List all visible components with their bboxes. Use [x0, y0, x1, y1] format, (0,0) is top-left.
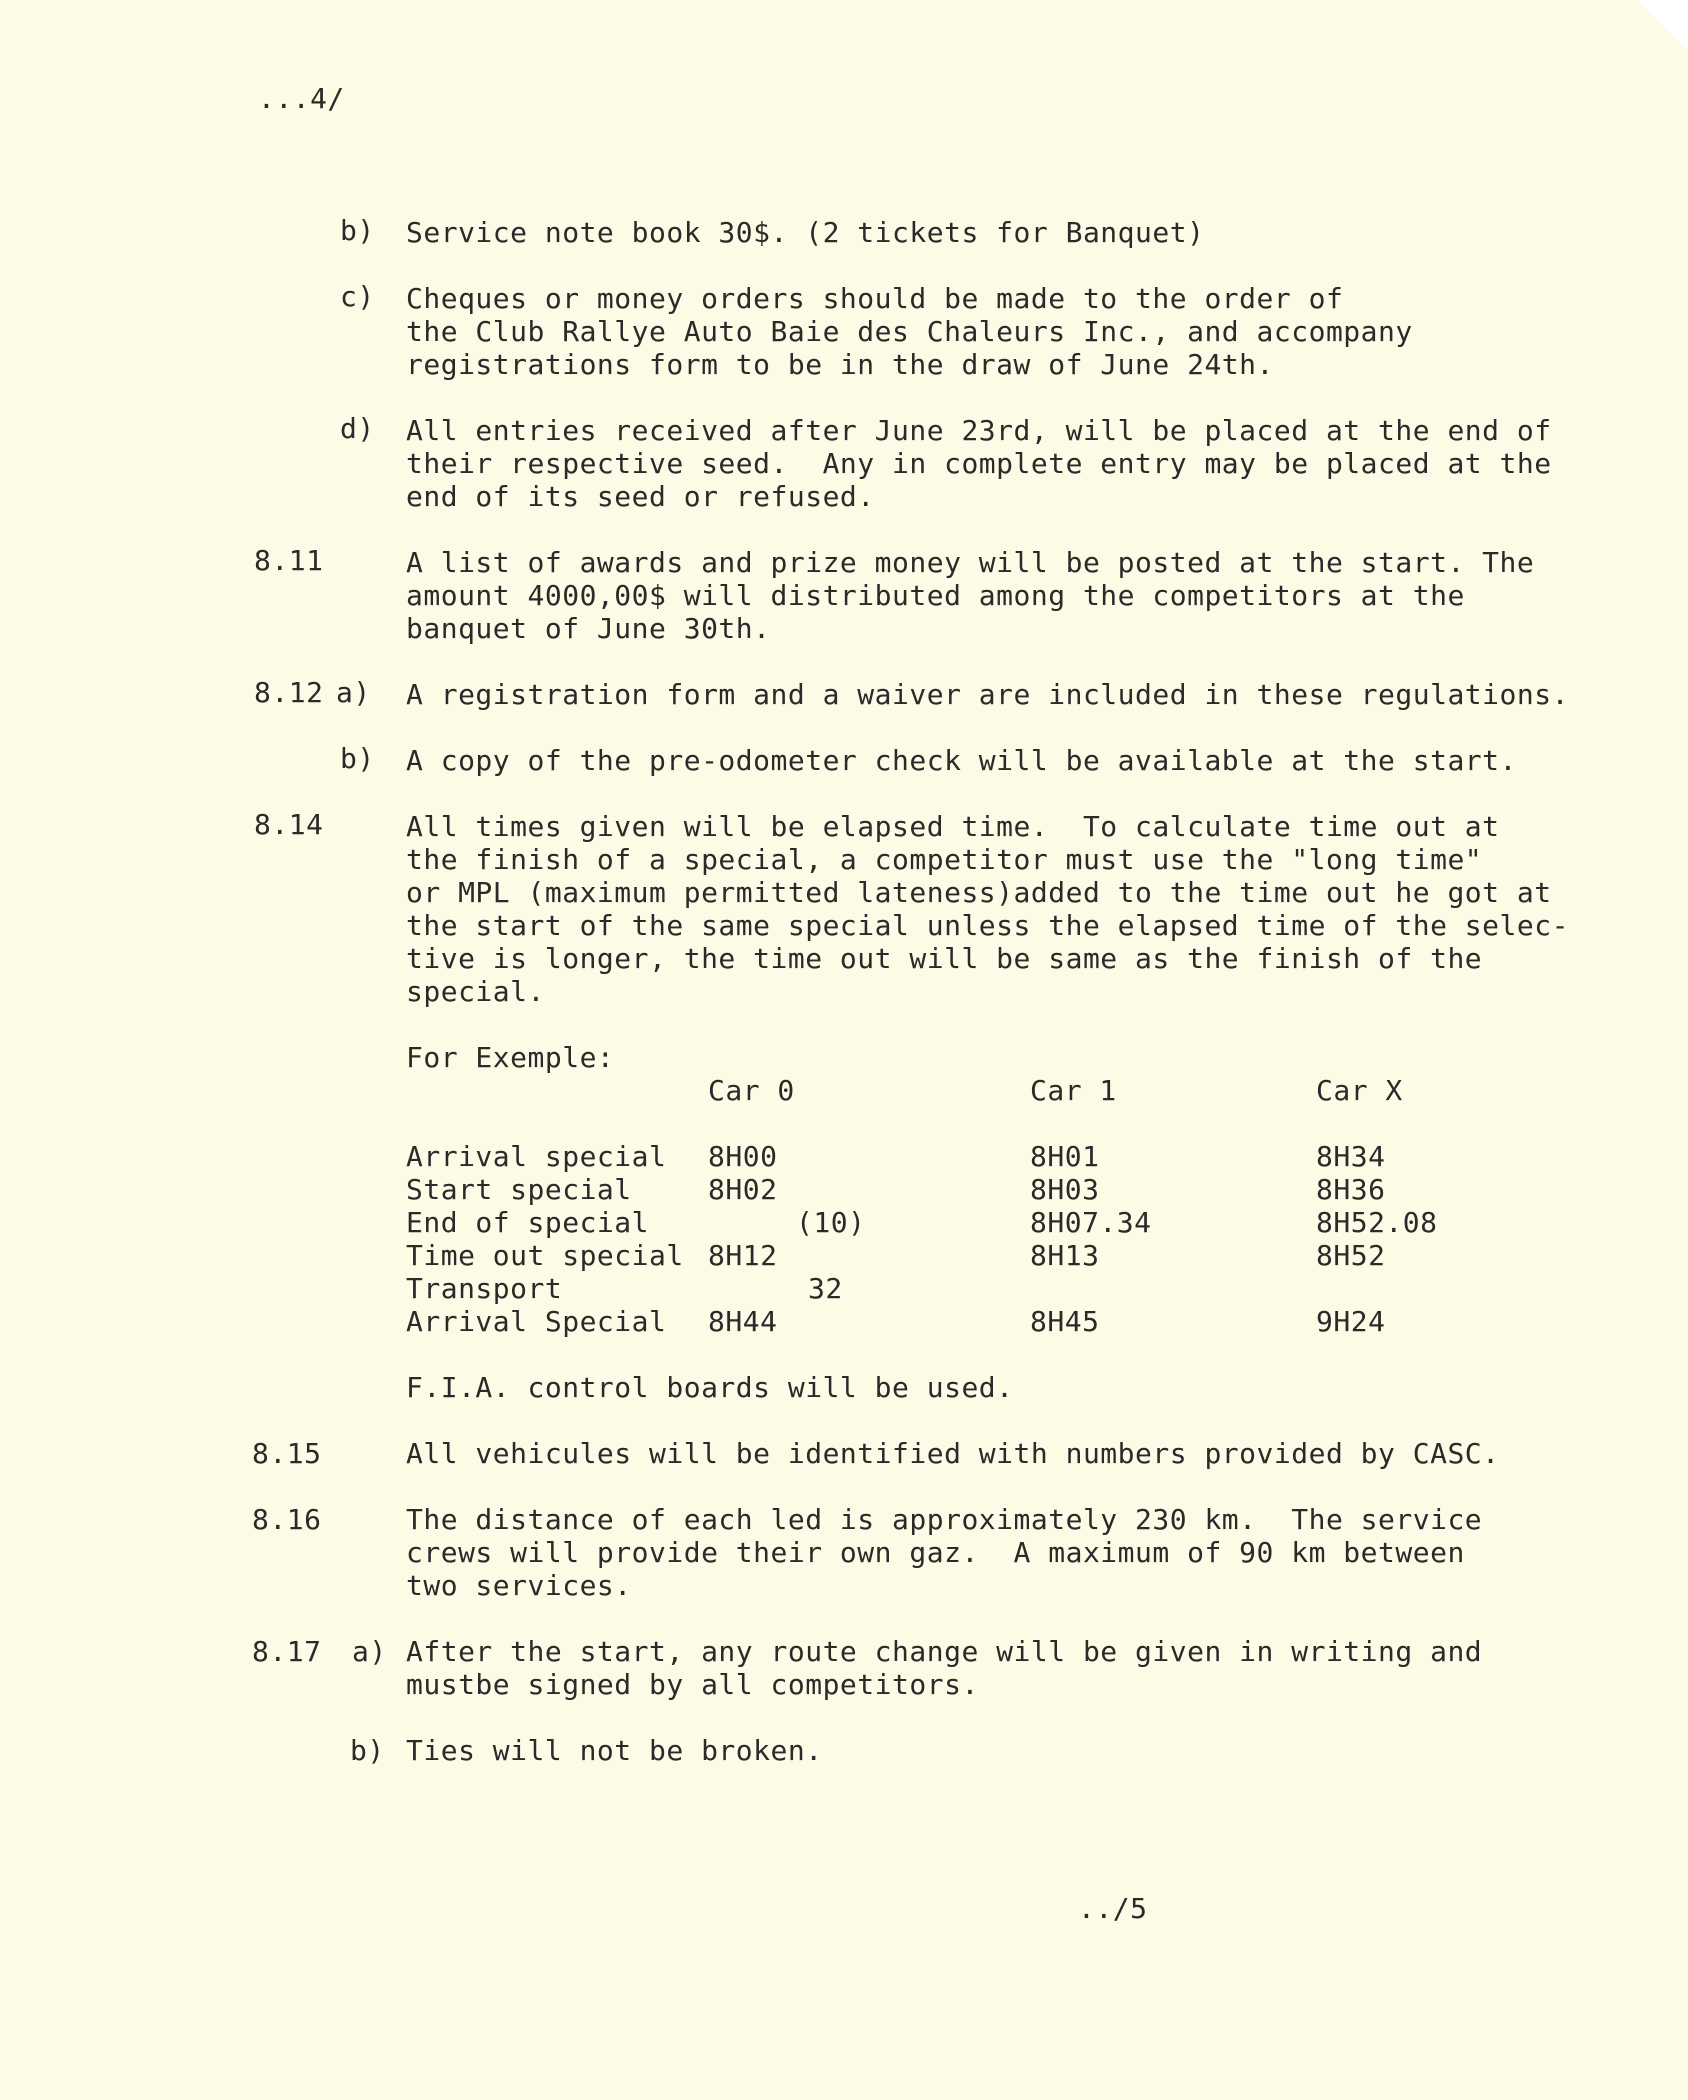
section-8-12-a-line-1: A registration form and a waiver are included in these regulations. [406, 678, 1569, 711]
item-c-line-2: the Club Rallye Auto Baie des Chaleurs Inc., and accompany [406, 315, 1413, 348]
example-cell-car-x: 8H34 [1316, 1140, 1386, 1173]
page-reference: ...4/ [258, 82, 345, 115]
section-8-16-line-2: crews will provide their own gaz. A maximum of 90 km between [406, 1536, 1465, 1569]
example-cell-car-0: 8H44 [708, 1305, 778, 1338]
example-column-car-0: Car 0 [708, 1074, 795, 1107]
example-cell-car-0: 8H02 [708, 1173, 778, 1206]
example-cell-car-1: 8H13 [1030, 1239, 1100, 1272]
example-row-label: Transport [406, 1272, 563, 1305]
section-8-11-line-2: amount 4000,00$ will distributed among the competitors at the [406, 579, 1465, 612]
example-row-label: Arrival special [406, 1140, 667, 1173]
section-8-17-b-line-1: Ties will not be broken. [406, 1734, 823, 1767]
section-8-17-letter-b: b) [350, 1734, 385, 1767]
section-number-8-15: 8.15 [252, 1437, 322, 1470]
item-b-line-1: Service note book 30$. (2 tickets for Banquet) [406, 216, 1205, 249]
section-8-17-letter-a: a) [352, 1635, 387, 1668]
item-d-line-2: their respective seed. Any in complete entry may be placed at the [406, 447, 1552, 480]
section-8-14-line-5: tive is longer, the time out will be same as the finish of the [406, 942, 1483, 975]
example-row-label: Arrival Special [406, 1305, 667, 1338]
section-8-12-b-line-1: A copy of the pre-odometer check will be available at the start. [406, 744, 1517, 777]
example-column-car-x: Car X [1316, 1074, 1403, 1107]
next-page-reference: ../5 [1078, 1892, 1148, 1925]
section-8-14-line-6: special. [406, 975, 545, 1008]
example-cell-car-1: 8H07.34 [1030, 1206, 1152, 1239]
example-cell-car-1: 8H45 [1030, 1305, 1100, 1338]
section-number-8-11: 8.11 [254, 544, 324, 577]
example-cell-car-x: 8H52 [1316, 1239, 1386, 1272]
section-8-15-line-1: All vehicules will be identified with numbers provided by CASC. [406, 1437, 1500, 1470]
example-column-car-1: Car 1 [1030, 1074, 1117, 1107]
section-8-17-a-line-1: After the start, any route change will be given in writing and [406, 1635, 1483, 1668]
item-d-line-3: end of its seed or refused. [406, 480, 875, 513]
example-cell-car-x: 9H24 [1316, 1305, 1386, 1338]
section-8-14-line-3: or MPL (maximum permitted lateness)added to the time out he got at [406, 876, 1552, 909]
example-cell-car-1: 8H01 [1030, 1140, 1100, 1173]
section-8-12-letter-a: a) [336, 676, 371, 709]
example-row-label: Time out special [406, 1239, 684, 1272]
section-8-14-line-4: the start of the same special unless the elapsed time of the selec- [406, 909, 1569, 942]
section-number-8-16: 8.16 [252, 1503, 322, 1536]
example-row-label: End of special [406, 1206, 650, 1239]
example-cell-car-0: 8H12 [708, 1239, 778, 1272]
section-number-8-14: 8.14 [254, 808, 324, 841]
section-8-12-letter-b: b) [340, 742, 375, 775]
example-cell-car-0-note: (10) [796, 1206, 866, 1239]
item-letter-d: d) [340, 412, 375, 445]
example-cell-car-x: 8H52.08 [1316, 1206, 1438, 1239]
example-row-label: Start special [406, 1173, 632, 1206]
example-intro: For Exemple: [406, 1041, 615, 1074]
item-letter-c: c) [340, 280, 375, 313]
example-cell-car-0: 8H00 [708, 1140, 778, 1173]
item-c-line-3: registrations form to be in the draw of June 24th. [406, 348, 1274, 381]
section-8-11-line-3: banquet of June 30th. [406, 612, 771, 645]
section-8-11-line-1: A list of awards and prize money will be posted at the start. The [406, 546, 1535, 579]
section-number-8-17: 8.17 [252, 1635, 322, 1668]
example-cell-car-0-note: 32 [808, 1272, 843, 1305]
section-8-14-line-2: the finish of a special, a competitor must use the "long time" [406, 843, 1483, 876]
item-letter-b: b) [340, 214, 375, 247]
page-corner-fold [1638, 0, 1688, 50]
section-number-8-12: 8.12 [254, 676, 324, 709]
section-8-16-line-1: The distance of each led is approximately 230 km. The service [406, 1503, 1483, 1536]
example-footer: F.I.A. control boards will be used. [406, 1371, 1014, 1404]
item-d-line-1: All entries received after June 23rd, will be placed at the end of [406, 414, 1552, 447]
section-8-16-line-3: two services. [406, 1569, 632, 1602]
section-8-14-line-1: All times given will be elapsed time. To calculate time out at [406, 810, 1500, 843]
example-cell-car-x: 8H36 [1316, 1173, 1386, 1206]
section-8-17-a-line-2: mustbe signed by all competitors. [406, 1668, 979, 1701]
item-c-line-1: Cheques or money orders should be made to the order of [406, 282, 1344, 315]
example-cell-car-1: 8H03 [1030, 1173, 1100, 1206]
